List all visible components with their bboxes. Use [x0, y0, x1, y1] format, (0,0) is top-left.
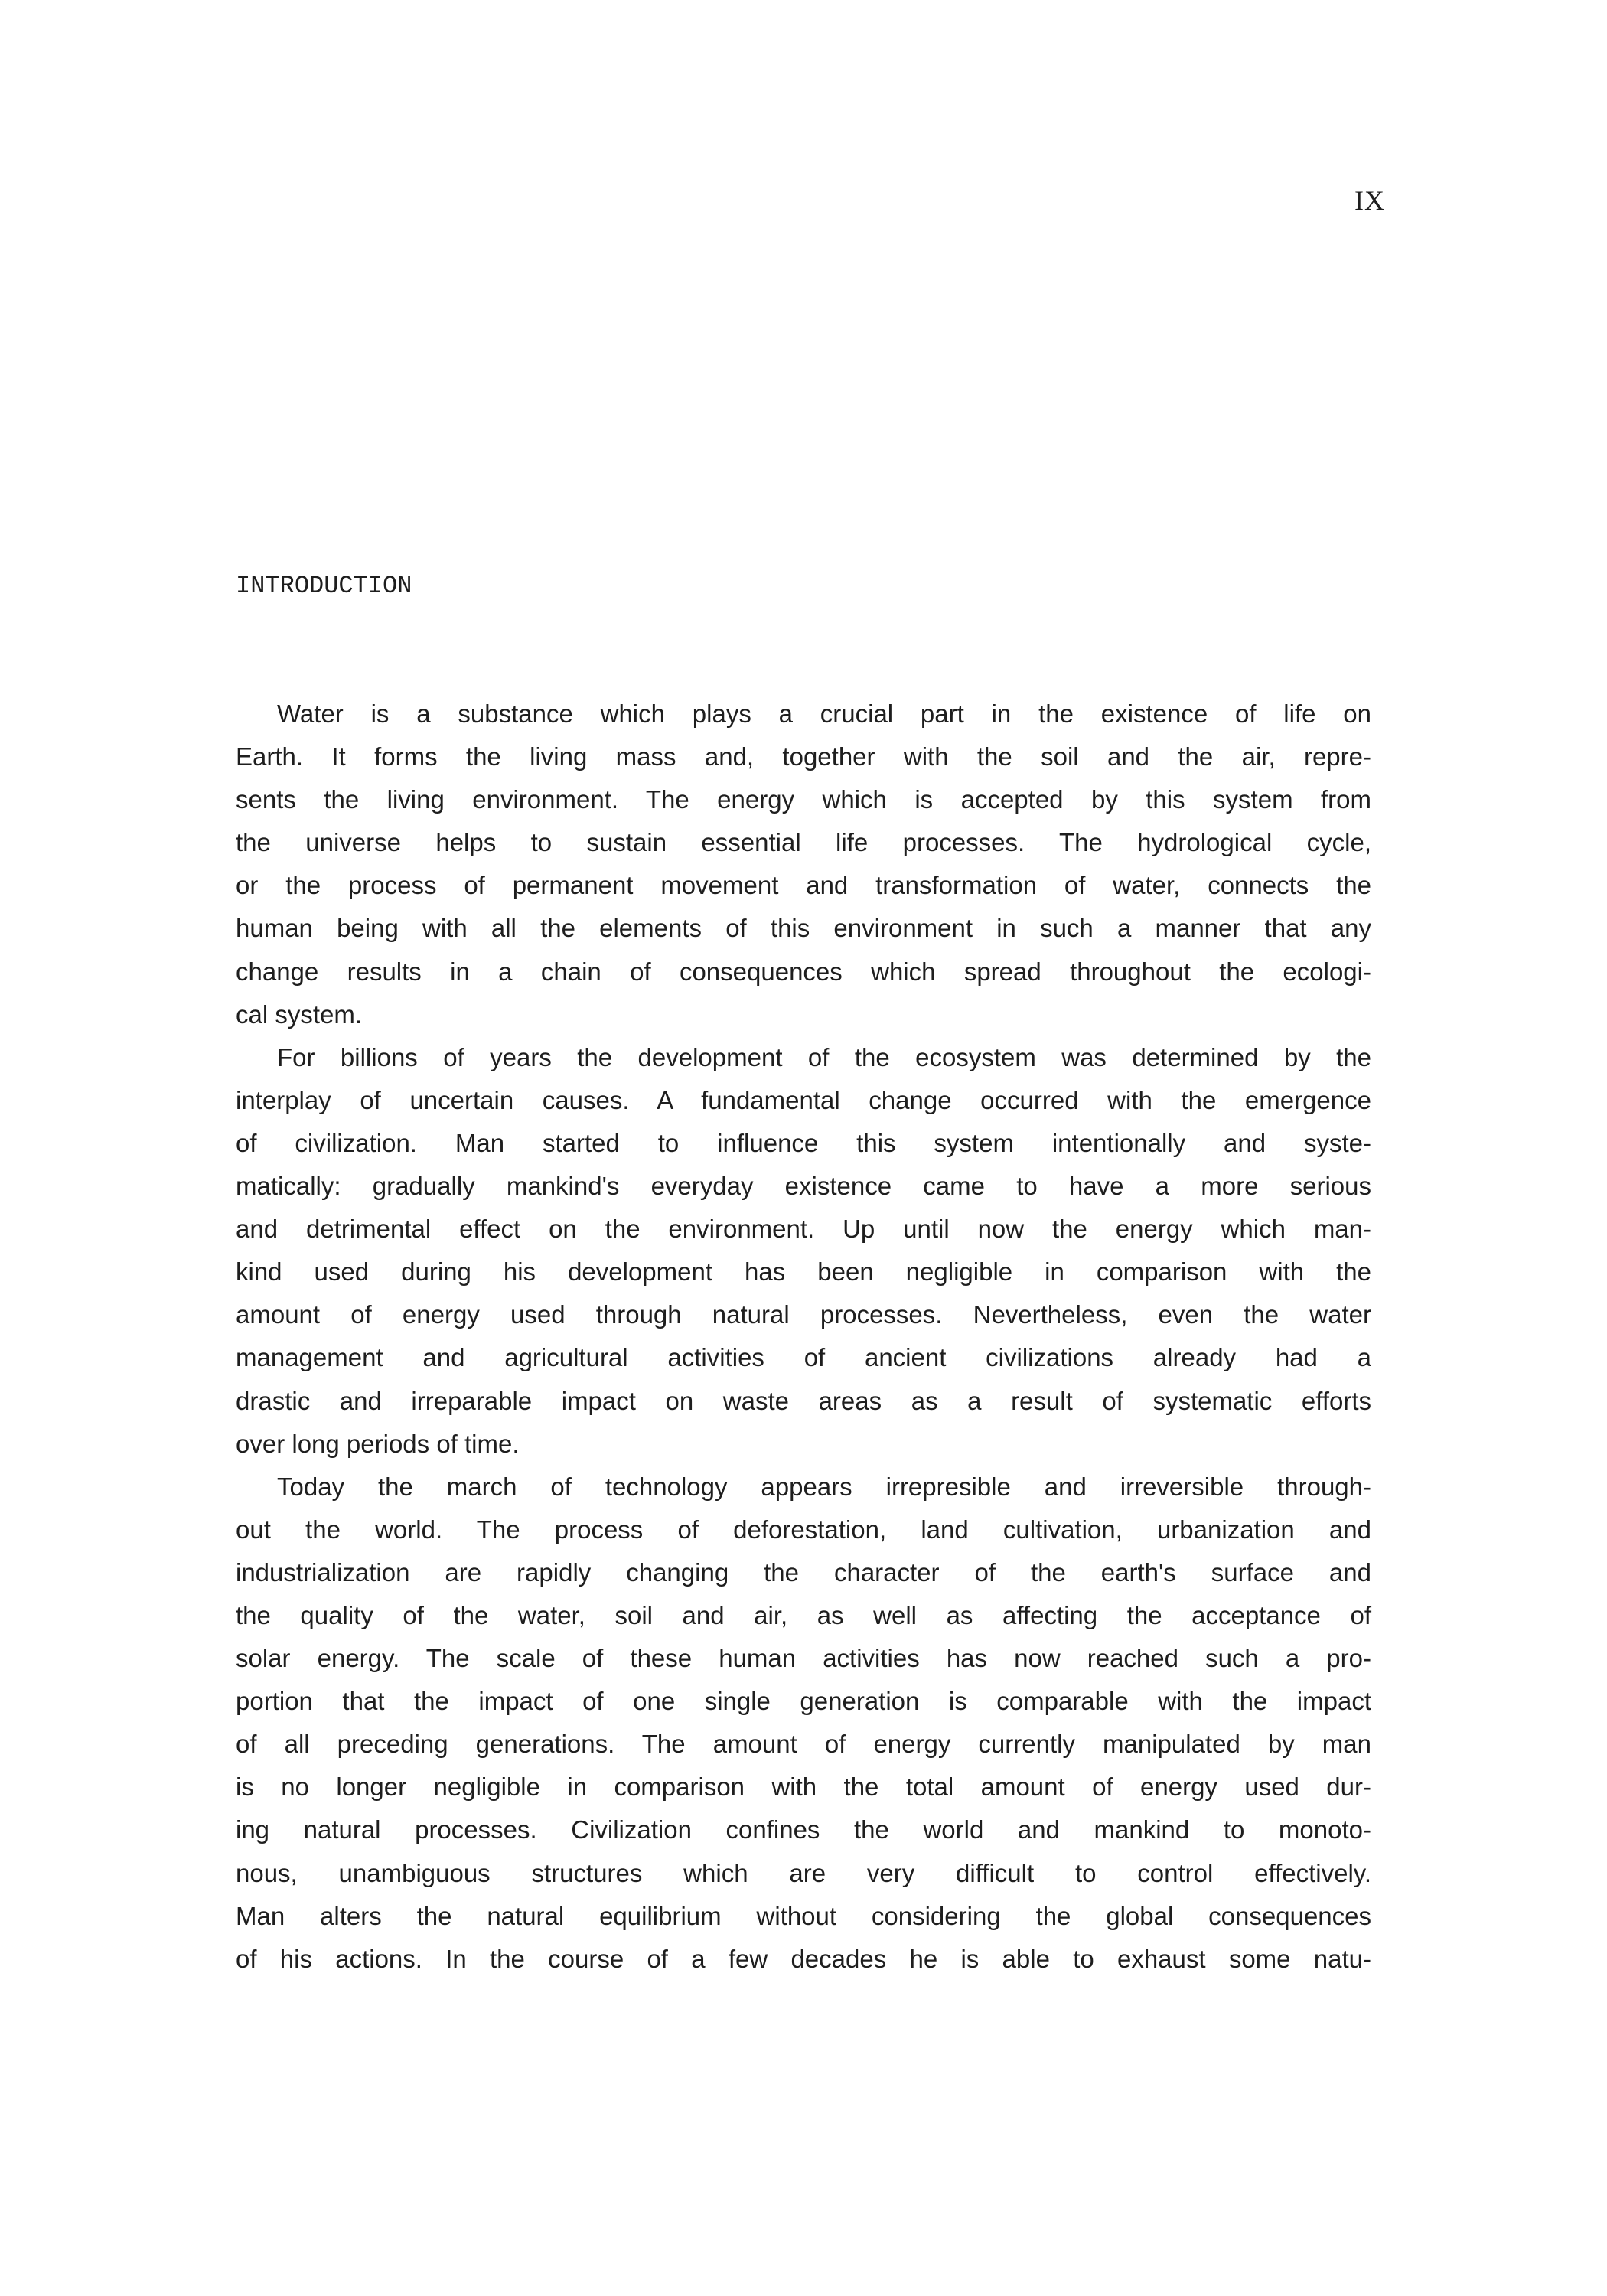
text-line: solar energy. The scale of these human activities has now reached such a pro- [236, 1644, 1371, 1673]
text-line: kind used during his development has been negligible in comparison with the [236, 1257, 1371, 1287]
body-text [236, 693, 1371, 1981]
text-line: Man alters the natural equilibrium without considering the global consequences [236, 1901, 1371, 1930]
text-line: sents the living environment. The energy which is accepted by this system from [236, 785, 1371, 814]
text-line: For billions of years the development of the ecosystem was determined by the [277, 1042, 1371, 1071]
text-line: change results in a chain of consequences which spread throughout the ecologi- [236, 957, 1371, 986]
text-line: Today the march of technology appears irrepresible and irreversible through- [277, 1472, 1371, 1501]
text-line: of civilization. Man started to influence this system intentionally and syste- [236, 1128, 1371, 1157]
section-heading: INTRODUCTION [236, 572, 412, 600]
text-line: of all preceding generations. The amount of energy currently manipulated by man [236, 1730, 1371, 1759]
text-line: amount of energy used through natural processes. Nevertheless, even the water [236, 1300, 1371, 1329]
text-line: matically: gradually mankind's everyday existence came to have a more serious [236, 1172, 1371, 1201]
page-number: IX [1354, 185, 1385, 216]
text-line: of his actions. In the course of a few decades he is able to exhaust some natu- [236, 1944, 1371, 1973]
text-line: interplay of uncertain causes. A fundamental change occurred with the emergence [236, 1085, 1371, 1114]
text-line: ing natural processes. Civilization confines the world and mankind to monoto- [236, 1815, 1371, 1844]
text-line: portion that the impact of one single generation is comparable with the impact [236, 1687, 1371, 1716]
text-line: cal system. [236, 1000, 363, 1029]
text-line: is no longer negligible in comparison with the total amount of energy used dur- [236, 1773, 1371, 1802]
text-line: drastic and irreparable impact on waste areas as a result of systematic efforts [236, 1386, 1371, 1415]
text-line: Water is a substance which plays a crucial part in the existence of life on [277, 700, 1371, 728]
text-line: human being with all the elements of this environment in such a manner that any [236, 914, 1371, 943]
text-line: and detrimental effect on the environment. Up until now the energy which man- [236, 1215, 1371, 1244]
text-line: management and agricultural activities of ancient civilizations already had a [236, 1343, 1371, 1372]
text-line: industrialization are rapidly changing the character of the earth's surface and [236, 1557, 1371, 1587]
text-line: over long periods of time. [236, 1429, 520, 1458]
text-line: the universe helps to sustain essential life processes. The hydrological cycle, [236, 828, 1371, 857]
text-line: Earth. It forms the living mass and, together with the soil and the air, repre- [236, 742, 1371, 771]
text-line: nous, unambiguous structures which are very difficult to control effectively. [236, 1858, 1371, 1887]
text-line: out the world. The process of deforestation, land cultivation, urbanization and [236, 1515, 1371, 1544]
text-line: or the process of permanent movement and transformation of water, connects the [236, 871, 1371, 900]
text-line: the quality of the water, soil and air, as well as affecting the acceptance of [236, 1600, 1371, 1629]
